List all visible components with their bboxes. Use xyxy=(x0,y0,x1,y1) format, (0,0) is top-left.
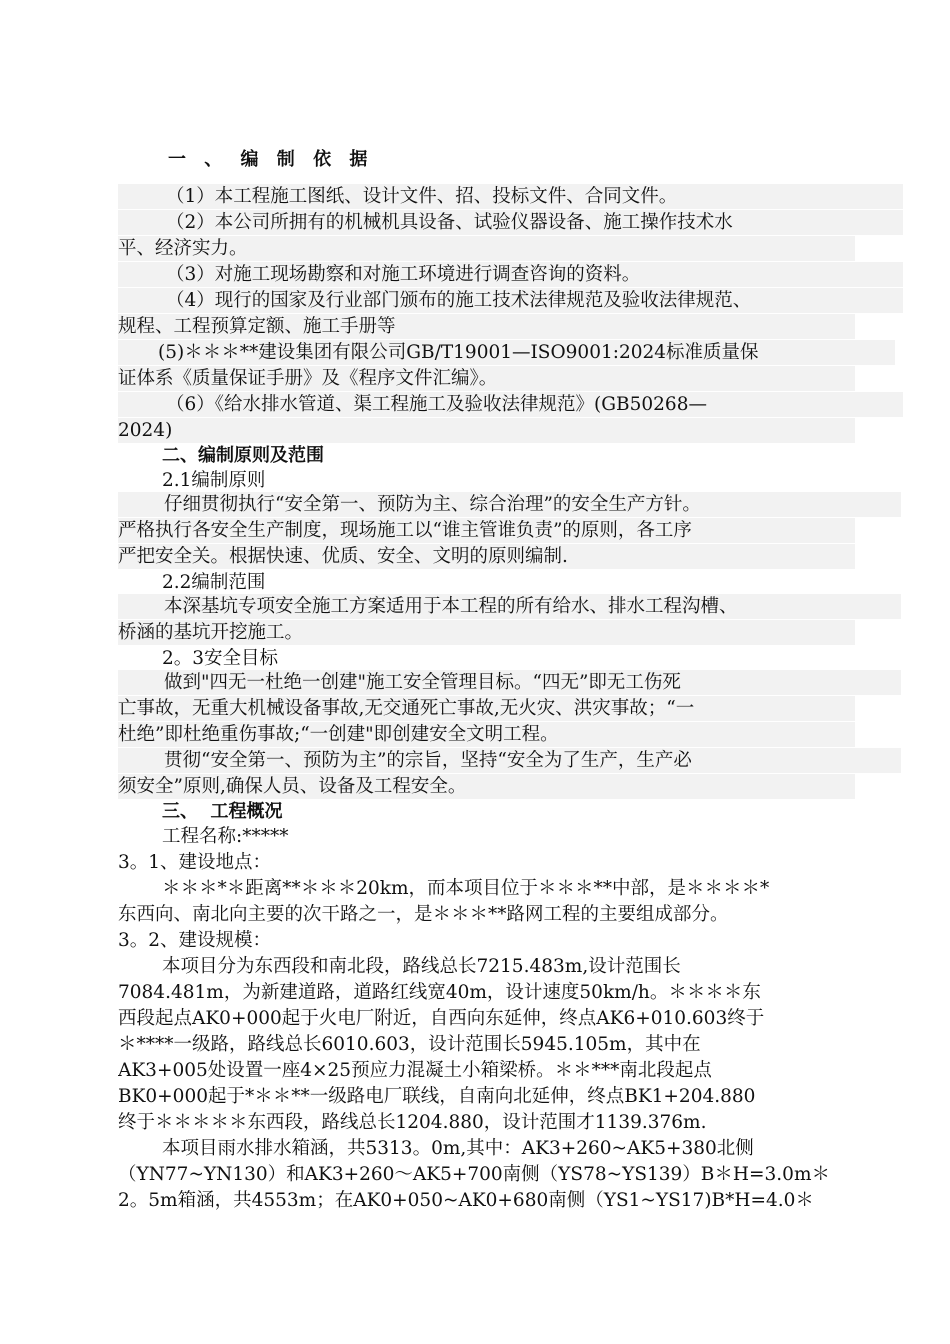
section2-para4-line: 贯彻“安全第一、预防为主”的宗旨，坚持“安全为了生产，生产必 xyxy=(118,748,901,773)
section1-line: （1）本工程施工图纸、设计文件、招、投标文件、合同文件。 xyxy=(118,184,903,209)
section2-para2-line: 桥涵的基坑开挖施工。 xyxy=(118,620,855,645)
section3-sub1: 3。1、建设地点： xyxy=(118,852,272,873)
section2-title: 二、编制原则及范围 xyxy=(162,445,324,466)
section2-para4-line: 须安全”原则,确保人员、设备及工程安全。 xyxy=(118,774,855,799)
section2-para3-line: 亡事故，无重大机械设备事故,无交通死亡事故,无火灾、洪灾事故；“一 xyxy=(118,696,855,721)
section3-para2-line: ＊****一级路，路线总长6010.603，设计范围长5945.105m，其中在 xyxy=(118,1034,701,1055)
section3-sub2: 3。2、建设规模： xyxy=(118,930,272,951)
section3-para2-line: 7084.481m，为新建道路，道路红线宽40m，设计速度50km/h。＊＊＊＊东 xyxy=(118,982,761,1003)
section3-para3-line: （YN77~YN130）和AK3+260～AK5+700南侧（YS78~YS139）B＊H=3.0m＊ xyxy=(118,1164,830,1185)
section2-sub3: 2。3安全目标 xyxy=(162,648,279,669)
section2-para1-line: 严把安全关。根据快速、优质、安全、文明的原则编制. xyxy=(118,544,855,569)
project-name: 工程名称:***** xyxy=(162,826,289,847)
section3-para1-line: ＊＊＊*＊距离**＊＊＊20km，而本项目位于＊＊＊**中部，是＊＊＊＊* xyxy=(162,878,770,899)
section3-title: 三、 工程概况 xyxy=(162,801,283,822)
section1-line: 证体系《质量保证手册》及《程序文件汇编》。 xyxy=(118,366,855,391)
section3-para2-line: AK3+005处设置一座4×25预应力混凝土小箱梁桥。＊＊***南北段起点 xyxy=(118,1060,712,1081)
section1-line: （2）本公司所拥有的机械机具设备、试验仪器设备、施工操作技术水 xyxy=(118,210,903,235)
section2-sub1: 2.1编制原则 xyxy=(162,470,266,491)
section3-para2-line: 终于＊＊＊＊＊东西段，路线总长1204.880，设计范围才1139.376m. xyxy=(118,1112,707,1133)
section2-para3-line: 杜绝”即杜绝重伤事故;“一创建"即创建安全文明工程。 xyxy=(118,722,855,747)
section1-title: 一 、 编 制 依 据 xyxy=(168,149,374,170)
section2-para1-line: 仔细贯彻执行“安全第一、预防为主、综合治理”的安全生产方针。 xyxy=(118,492,901,517)
section1-line: 平、经济实力。 xyxy=(118,236,855,261)
section2-para1-line: 严格执行各安全生产制度，现场施工以“谁主管谁负责”的原则，各工序 xyxy=(118,518,855,543)
section3-para2-line: BK0+000起于*＊＊**一级路电厂联线，自南向北延伸，终点BK1+204.880 xyxy=(118,1086,756,1107)
section3-para3-line: 本项目雨水排水箱涵，共5313。0m,其中：AK3+260~AK5+380北侧 xyxy=(162,1138,754,1159)
section2-sub2: 2.2编制范围 xyxy=(162,572,266,593)
section2-para3-line: 做到"四无一杜绝一创建"施工安全管理目标。“四无”即无工伤死 xyxy=(118,670,901,695)
section3-para2-line: 西段起点AK0+000起于火电厂附近，自西向东延伸，终点AK6+010.603终于 xyxy=(118,1008,765,1029)
section1-line: （4）现行的国家及行业部门颁布的施工技术法律规范及验收法律规范、 xyxy=(118,288,903,313)
section2-para2-line: 本深基坑专项安全施工方案适用于本工程的所有给水、排水工程沟槽、 xyxy=(118,594,901,619)
section1-line: （6）《给水排水管道、渠工程施工及验收法律规范》(GB50268— xyxy=(118,392,903,417)
section3-para3-line: 2。5m箱涵，共4553m；在AK0+050~AK0+680南侧（YS1~YS17)B*H=4.0＊ xyxy=(118,1190,814,1211)
section1-line: (5)＊＊＊**建设集团有限公司GB/T19001—ISO9001:2024标准质量保 xyxy=(118,340,895,365)
section1-line: 2024) xyxy=(118,418,855,443)
section3-para1-line: 东西向、南北向主要的次干路之一，是＊＊＊**路网工程的主要组成部分。 xyxy=(118,904,729,925)
section3-para2-line: 本项目分为东西段和南北段，路线总长7215.483m,设计范围长 xyxy=(162,956,681,977)
section1-line: 规程、工程预算定额、施工手册等 xyxy=(118,314,855,339)
section1-line: （3）对施工现场勘察和对施工环境进行调查咨询的资料。 xyxy=(118,262,903,287)
